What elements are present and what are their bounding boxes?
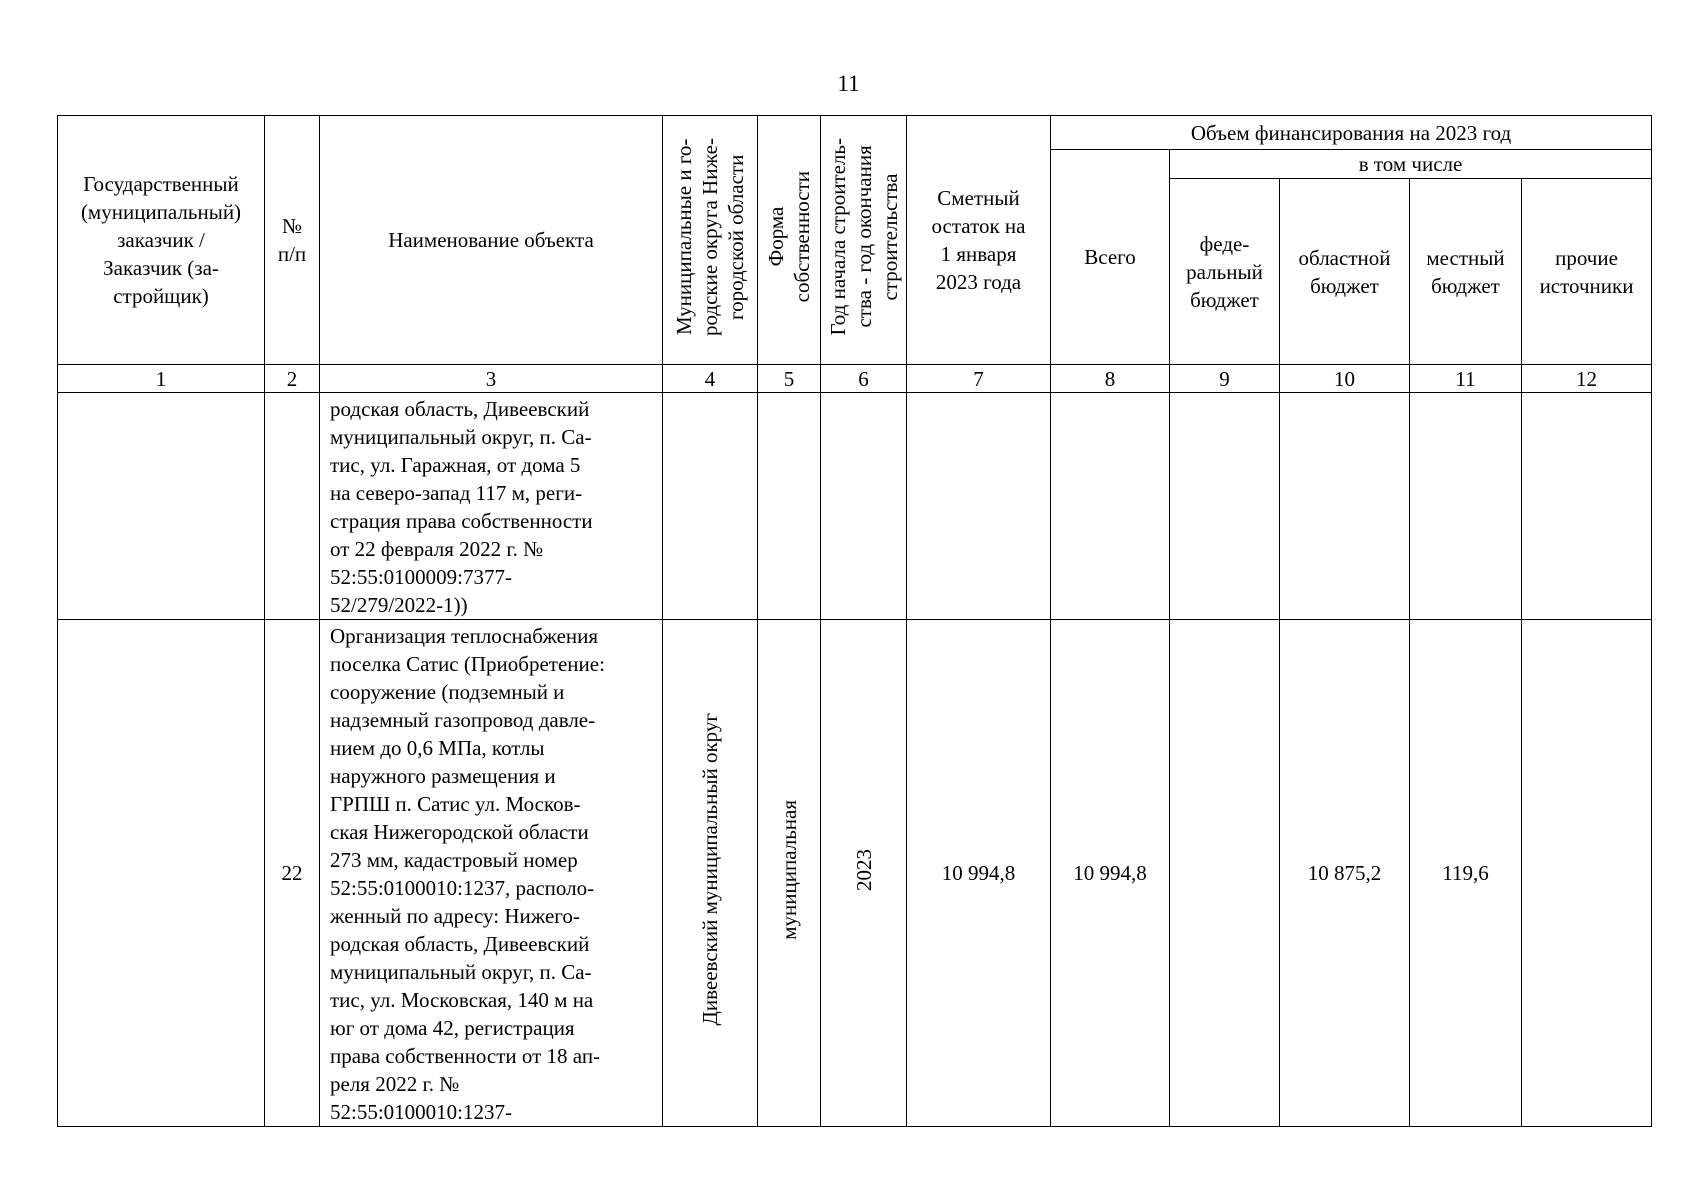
header-object-name: Наименование объекта: [320, 116, 663, 365]
column-number: 7: [907, 365, 1051, 393]
cell-number: [265, 393, 320, 620]
column-number: 6: [821, 365, 907, 393]
column-number: 8: [1051, 365, 1170, 393]
column-numbers-row: [58, 365, 1652, 393]
cell-district: [663, 620, 758, 1127]
header-federal-budget: феде- ральный бюджет: [1170, 179, 1280, 365]
column-number: 12: [1522, 365, 1652, 393]
header-local-budget: местный бюджет: [1410, 179, 1522, 365]
cell-object-name: родская область, Дивеевский муниципальный округ, п. Са- тис, ул. Гаражная, от дома 5 на северо-запад 117 м, реги- страция права собственности от 22 февраля 2022 г. № 52:55:0100009:7377- 52/279/2022-1)): [320, 393, 663, 620]
column-number: 2: [265, 365, 320, 393]
cell-years: [821, 393, 907, 620]
cell-regional: [1280, 393, 1410, 620]
cell-ownership: [758, 620, 821, 1127]
header-including: в том числе: [1170, 150, 1652, 179]
column-number: 4: [663, 365, 758, 393]
page-number: 11: [837, 71, 860, 96]
cell-district: [663, 393, 758, 620]
header-estimated-balance: Сметный остаток на 1 января 2023 года: [907, 116, 1051, 365]
cell-customer: [58, 393, 265, 620]
column-number: 1: [58, 365, 265, 393]
header-number: № п/п: [265, 116, 320, 365]
table-row: [58, 620, 1652, 1127]
cell-number: 22: [265, 620, 320, 1127]
header-district: Муниципальные и го- родские округа Ниже- городской области: [663, 116, 758, 365]
district-vertical-text: Дивеевский муниципальный округ: [698, 713, 722, 1026]
header-total: Всего: [1051, 150, 1170, 365]
column-number: 5: [758, 365, 821, 393]
column-number: 10: [1280, 365, 1410, 393]
cell-customer: [58, 620, 265, 1127]
cell-total: 10 994,8: [1051, 620, 1170, 1127]
cell-other: [1522, 393, 1652, 620]
header-regional-budget: областной бюджет: [1280, 179, 1410, 365]
cell-ownership: [758, 393, 821, 620]
cell-estimated-balance: 10 994,8: [907, 620, 1051, 1127]
column-number: 11: [1410, 365, 1522, 393]
header-other-sources: прочие источники: [1522, 179, 1652, 365]
column-number: 9: [1170, 365, 1280, 393]
cell-local: 119,6: [1410, 620, 1522, 1127]
cell-federal: [1170, 620, 1280, 1127]
header-financing-title: Объем финансирования на 2023 год: [1051, 116, 1652, 150]
cell-local: [1410, 393, 1522, 620]
cell-estimated-balance: [907, 393, 1051, 620]
cell-regional: 10 875,2: [1280, 620, 1410, 1127]
header-ownership: Форма собственности: [758, 116, 821, 365]
ownership-vertical-text: муниципальная: [777, 799, 801, 940]
header-customer: Государственный (муниципальный) заказчик / Заказчик (за- стройщик): [58, 116, 265, 365]
header-years: Год начала строитель- ства - год окончания строительства: [821, 116, 907, 365]
cell-total: [1051, 393, 1170, 620]
cell-object-name: Организация теплоснабжения поселка Сатис (Приобретение: сооружение (подземный и надземный газопровод давле- нием до 0,6 МПа, котлы наружного размещения и ГРПШ п. Сатис ул. Москов- ская Нижегородской области 273 мм, кадастровый номер 52:55:0100010:1237, располо- женный по адресу: Нижего- родская область, Дивеевский муниципальный округ, п. Са- тис, ул. Московская, 140 м на юг от дома 42, регистрация права собственности от 18 ап- реля 2022 г. № 52:55:0100010:1237-: [320, 620, 663, 1127]
cell-years: [821, 620, 907, 1127]
financing-table: [57, 115, 1652, 1127]
table-row: [58, 393, 1652, 620]
cell-federal: [1170, 393, 1280, 620]
years-vertical-text: 2023: [851, 848, 876, 891]
cell-other: [1522, 620, 1652, 1127]
column-number: 3: [320, 365, 663, 393]
